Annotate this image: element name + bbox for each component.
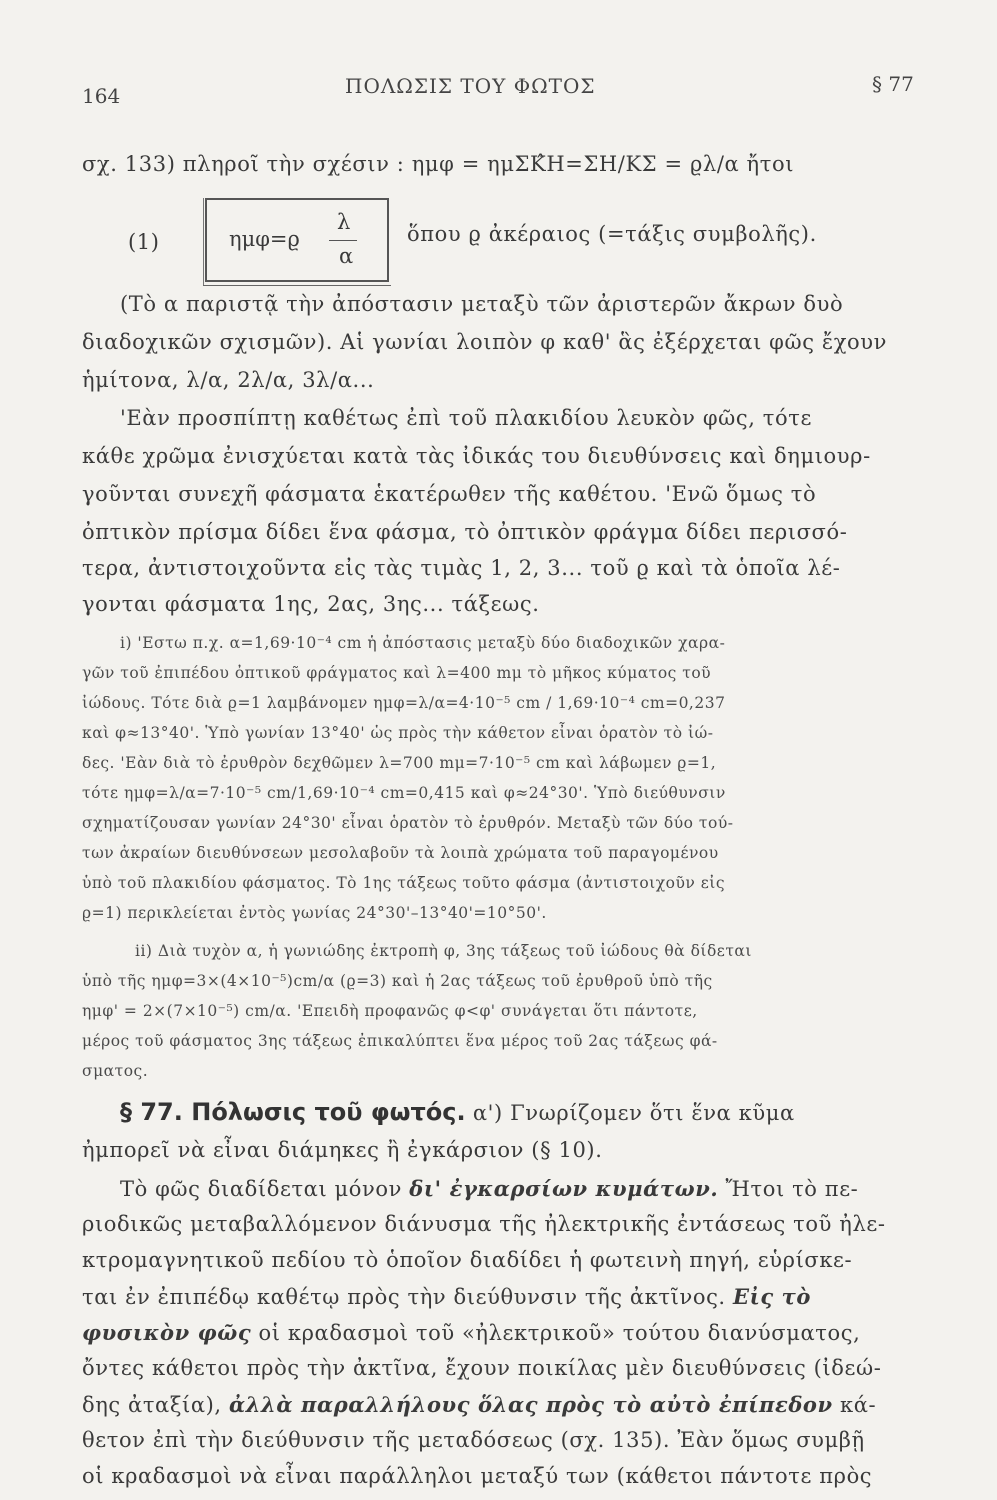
example-line: τότε ημφ=λ/α=7·10⁻⁵ cm/1,69·10⁻⁴ cm=0,415 καὶ φ≈24°30'. Ὑπὸ διεύθυνσιν — [82, 784, 726, 802]
text-segment: ται ἐν ἐπιπέδῳ καθέτῳ πρὸς τὴν διεύθυνσιν τῆς ἀκτῖνος. — [82, 1285, 733, 1309]
text-line: κάθε χρῶμα ἐνισχύεται κατὰ τὰς ἰδικάς του διευθύνσεις καὶ δημιουρ- — [82, 444, 871, 468]
text-segment: οἱ κραδασμοὶ τοῦ «ἠλεκτρικοῦ» τούτου διανύσματος, — [251, 1321, 861, 1345]
text-line: τερα, ἀντιστοιχοῦντα εἰς τὰς τιμὰς 1, 2, 3... τοῦ ϱ καὶ τὰ ὁποῖα λέ- — [82, 556, 841, 580]
example-line: i) 'Εστω π.χ. α=1,69·10⁻⁴ cm ἡ ἀπόστασις μεταξὺ δύο διαδοχικῶν χαρα- — [120, 634, 726, 652]
section-title: § 77. Πόλωσις τοῦ φωτός. — [120, 1098, 466, 1126]
text-line: διαδοχικῶν σχισμῶν). Αἱ γωνίαι λοιπὸν φ καθ' ἃς ἐξέρχεται φῶς ἔχουν — [82, 330, 888, 354]
text-line: σχ. 133) πληροῖ τὴν σχέσιν : ημφ = ημΣΚ̂Η=ΣΗ/ΚΣ = ϱλ/α ἤτοι — [82, 152, 795, 176]
fraction-bar — [329, 240, 357, 241]
example-line: των ἀκραίων διευθύνσεων μεσολαβοῦν τὰ λοιπὰ χρώματα τοῦ παραγομένου — [82, 844, 719, 862]
formula-label: (1) — [128, 230, 160, 254]
emphasis-text: Εἰς τὸ — [732, 1284, 811, 1309]
formula-box — [205, 198, 389, 282]
formula-note: ὅπου ϱ ἀκέραιος (=τάξις συμβολῆς). — [407, 222, 817, 246]
text-line: οἱ κραδασμοὶ νὰ εἶναι παράλληλοι μεταξύ των (κάθετοι πάντοτε πρὸς — [82, 1464, 873, 1488]
text-line: ὀπτικὸν πρίσμα δίδει ἕνα φάσμα, τὸ ὀπτικὸν φράγμα δίδει περισσό- — [82, 520, 848, 544]
example-line: ημφ' = 2×(7×10⁻⁵) cm/α. 'Επειδὴ προφανῶς φ<φ' συνάγεται ὅτι πάντοτε, — [82, 1002, 698, 1020]
example-line: καὶ φ≈13°40'. Ὑπὸ γωνίαν 13°40' ὡς πρὸς τὴν κάθετον εἶναι ὁρατὸν τὸ ἰώ- — [82, 724, 714, 742]
formula-denominator: α — [339, 244, 354, 268]
emphasis-text: δι' ἐγκαρσίων κυμάτων. — [409, 1176, 719, 1201]
emphasis-text: ἀλλὰ παραλλήλους ὅλας πρὸς τὸ αὐτὸ ἐπίπεδον — [228, 1392, 833, 1417]
example-line: ii) Διὰ τυχὸν α, ἡ γωνιώδης ἐκτροπὴ φ, 3ης τάξεως τοῦ ἰώδους θὰ δίδεται — [135, 942, 752, 960]
text-line: γοῦνται συνεχῆ φάσματα ἑκατέρωθεν τῆς καθέτου. 'Ενῶ ὅμως τὸ — [82, 482, 817, 506]
text-line: θετον ἐπὶ τὴν διεύθυνσιν τῆς μεταδόσεως (σχ. 135). Ἐὰν ὅμως συμβῇ — [82, 1428, 865, 1452]
text-line: ὄντες κάθετοι πρὸς τὴν ἀκτῖνα, ἔχουν ποικίλας μὲν διευθύνσεις (ἰδεώ- — [82, 1356, 882, 1380]
example-line: μέρος τοῦ φάσματος 3ης τάξεως ἐπικαλύπτει ἕνα μέρος τοῦ 2ας τάξεως φά- — [82, 1032, 718, 1050]
text-segment: Τὸ φῶς διαδίδεται μόνον — [120, 1177, 410, 1201]
example-line: γῶν τοῦ ἐπιπέδου ὀπτικοῦ φράγματος καὶ λ=400 mμ τὸ μῆκος κύματος τοῦ — [82, 664, 712, 682]
text-line — [120, 1176, 858, 1201]
example-line: σματος. — [82, 1062, 149, 1080]
example-line: ὑπὸ τοῦ πλακιδίου φάσματος. Τὸ 1ης τάξεως τοῦτο φάσμα (ἀντιστοιχοῦν εἰς — [82, 874, 726, 892]
text-line — [82, 1284, 811, 1309]
formula-numerator: λ — [337, 210, 351, 234]
example-line: δες. 'Εὰν διὰ τὸ ἐρυθρὸν δεχθῶμεν λ=700 mμ=7·10⁻⁵ cm καὶ λάβωμεν ϱ=1, — [82, 754, 717, 772]
text-line — [82, 1320, 860, 1345]
section-title-rest: α') Γνωρίζομεν ὅτι ἕνα κῦμα — [465, 1101, 795, 1125]
formula-lhs: ημφ=ϱ — [229, 227, 300, 251]
text-line: ριοδικῶς μεταβαλλόμενον διάνυσμα τῆς ἠλεκτρικῆς ἐντάσεως τοῦ ἠλε- — [82, 1212, 886, 1236]
text-segment: κά- — [832, 1393, 877, 1417]
example-line: ὑπὸ τῆς ημφ=3×(4×10⁻⁵)cm/α (ϱ=3) καὶ ἡ 2ας τάξεως τοῦ ἐρυθροῦ ὑπὸ τῆς — [82, 972, 713, 990]
page-number: 164 — [82, 84, 121, 108]
text-line: ἠμπορεῖ νὰ εἶναι διάμηκες ἢ ἐγκάρσιον (§ 10). — [82, 1138, 603, 1162]
text-line — [82, 1392, 876, 1417]
running-title: ΠΟΛΩΣΙΣ ΤΟΥ ΦΩΤΟΣ — [345, 74, 596, 98]
example-line: σχηματίζουσαν γωνίαν 24°30' εἶναι ὁρατὸν τὸ ἐρυθρόν. Μεταξὺ τῶν δύο τού- — [82, 814, 734, 832]
box-rule-left — [203, 198, 204, 286]
text-line: κτρομαγνητικοῦ πεδίου τὸ ὁποῖον διαδίδει ἡ φωτεινὴ πηγή, εὑρίσκε- — [82, 1248, 853, 1272]
section-ref: § 77 — [872, 72, 914, 96]
text-segment: δης ἀταξία), — [82, 1393, 229, 1417]
example-line: ἰώδους. Τότε διὰ ϱ=1 λαμβάνομεν ημφ=λ/α=4·10⁻⁵ cm / 1,69·10⁻⁴ cm=0,237 — [82, 694, 726, 712]
text-line: γονται φάσματα 1ης, 2ας, 3ης... τάξεως. — [82, 592, 540, 616]
section-heading — [120, 1098, 795, 1126]
emphasis-text: φυσικὸν φῶς — [82, 1320, 252, 1345]
text-segment: Ἤτοι τὸ πε- — [718, 1177, 859, 1201]
text-line: ἡμίτονα, λ/α, 2λ/α, 3λ/α... — [82, 368, 375, 392]
text-line: 'Εὰν προσπίπτῃ καθέτως ἐπὶ τοῦ πλακιδίου λευκὸν φῶς, τότε — [120, 406, 812, 430]
text-line: (Τὸ α παριστᾷ τὴν ἀπόστασιν μεταξὺ τῶν ἀριστερῶν ἄκρων δυὸ — [120, 292, 844, 316]
box-rule-bottom — [203, 285, 391, 286]
example-line: ϱ=1) περικλείεται ἐντὸς γωνίας 24°30'–13°40'=10°50'. — [82, 904, 547, 922]
